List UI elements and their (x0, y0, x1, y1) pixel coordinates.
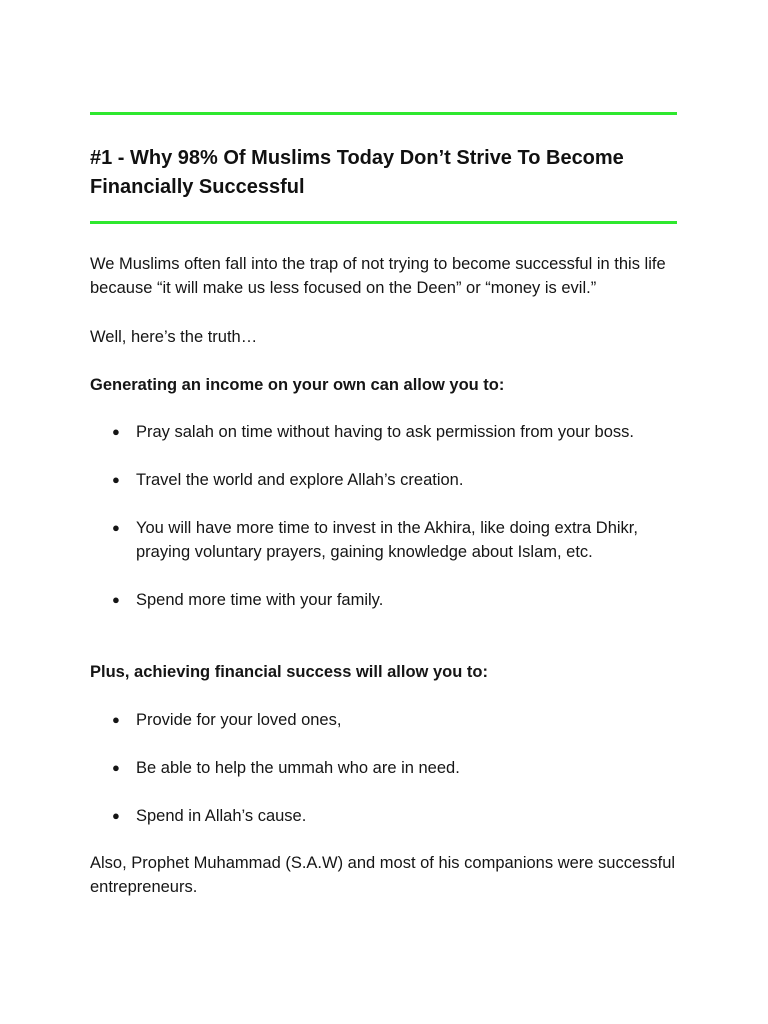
list-item (112, 420, 682, 444)
list-item-text: Provide for your loved ones, (136, 711, 342, 729)
bottom-divider (90, 221, 677, 224)
document-title: #1 - Why 98% Of Muslims Today Don’t Strive To Become Financially Successful (90, 147, 624, 198)
list-item (112, 588, 682, 612)
list-item (112, 516, 682, 564)
list-item-text: Spend more time with your family. (136, 591, 384, 609)
bullet-icon: ● (112, 712, 120, 727)
bullet-icon: ● (112, 592, 120, 607)
bullet-icon: ● (112, 760, 120, 775)
bullet-icon: ● (112, 808, 120, 823)
top-divider (90, 112, 677, 115)
list-item-text: You will have more time to invest in the Akhira, like doing extra Dhikr, praying voluntary prayers, gaining knowledge about Islam, etc. (136, 519, 638, 561)
truth-paragraph: Well, here’s the truth… (90, 328, 258, 346)
closing-paragraph: Also, Prophet Muhammad (S.A.W) and most of his companions were successful entrepreneurs. (90, 854, 676, 896)
list-item (112, 756, 682, 780)
intro-paragraph: We Muslims often fall into the trap of not trying to become successful in this life because “it will make us less focused on the Deen” or “money is evil.” (90, 255, 666, 297)
bullet-icon: ● (112, 520, 120, 535)
bullet-icon: ● (112, 424, 120, 439)
list-item-text: Be able to help the ummah who are in need. (136, 759, 460, 777)
bullet-icon: ● (112, 472, 120, 487)
section2-heading: Plus, achieving financial success will allow you to: (90, 663, 488, 681)
list-item-text: Travel the world and explore Allah’s creation. (136, 471, 464, 489)
list-item-text: Spend in Allah’s cause. (136, 807, 307, 825)
list-item-text: Pray salah on time without having to ask permission from your boss. (136, 423, 634, 441)
list-item (112, 468, 682, 492)
list-item (112, 804, 682, 828)
section1-heading: Generating an income on your own can allow you to: (90, 376, 505, 394)
list-item (112, 708, 682, 732)
